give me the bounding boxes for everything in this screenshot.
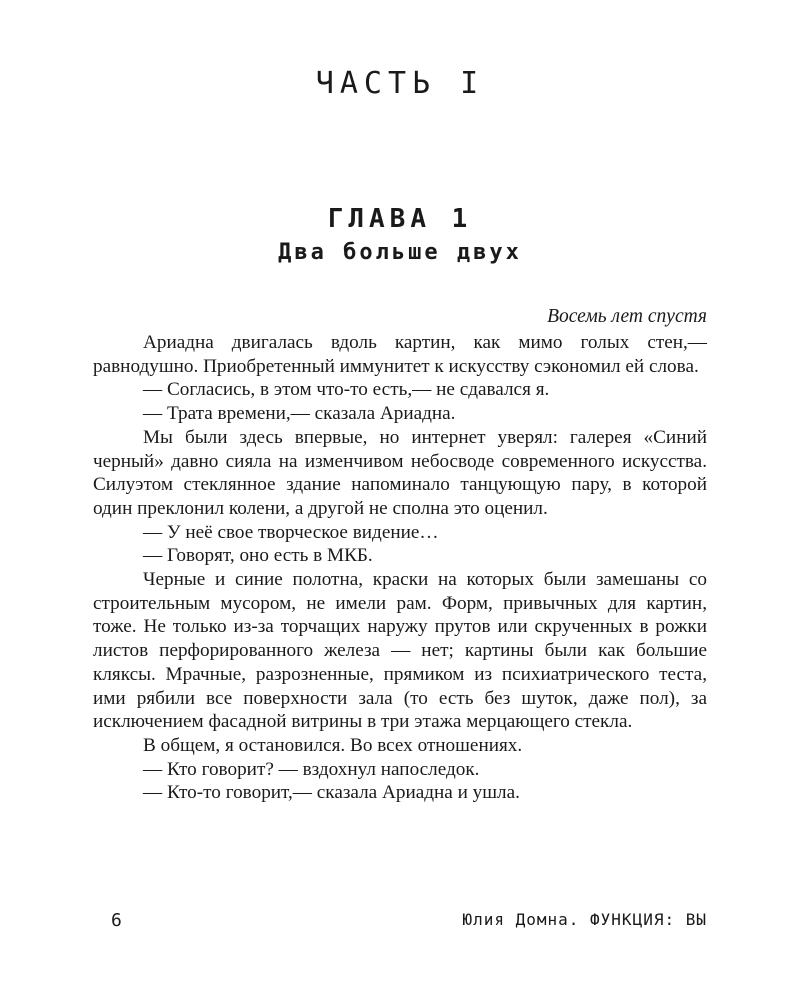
paragraph: — Трата времени,— сказала Ариадна. [143,403,456,425]
paragraph: — Согласись, в этом что-то есть,— не сдавался я. [143,379,550,401]
paragraph: — Кто-то говорит,— сказала Ариадна и ушла. [143,782,520,804]
body-text [93,331,707,805]
paragraph: Ариадна двигалась вдоль картин, как мимо голых стен,— равнодушно. Приобретенный иммунитет к искусству сэкономил ей слова. [93,332,707,377]
chapter-title: Два больше двух [278,240,522,265]
paragraph: — У неё свое творческое видение… [143,521,439,543]
page-footer [93,910,707,936]
chapter-number: ГЛАВА 1 [327,204,473,234]
epigraph: Восемь лет спустя [547,306,707,327]
paragraph: В общем, я остановился. Во всех отношениях. [143,734,523,756]
paragraph: Мы были здесь впервые, но интернет уверял: галерея «Синий черный» давно сияла на изменчивом небосводе современного искусства. Силуэтом стеклянное здание напоминало танцующую пару, в которой один преклонил колени, а другой не сполна это оценил. [93,426,707,519]
paragraph: — Говорят, оно есть в МКБ. [143,545,373,567]
paragraph: — Кто говорит? — вздохнул напоследок. [143,758,480,780]
page-number: 6 [111,910,122,931]
paragraph: Черные и синие полотна, краски на которых были замешаны со строительным мусором, не имели рам. Форм, привычных для картин, тоже. Не только из-за торчащих наружу прутов или скрученных в рожки листов перфорированного железа — нет; картины были как большие кляксы. Мрачные, разрозненные, прямиком из психиатрического теста, ими рябили все поверхности зала (то есть без шуток, даже пол), за исключением фасадной витрины в три этажа мерцающего стекла. [93,569,707,733]
part-title: ЧАСТЬ I [315,66,485,101]
running-head: Юлия Домна. ФУНКЦИЯ: ВЫ [462,910,707,929]
